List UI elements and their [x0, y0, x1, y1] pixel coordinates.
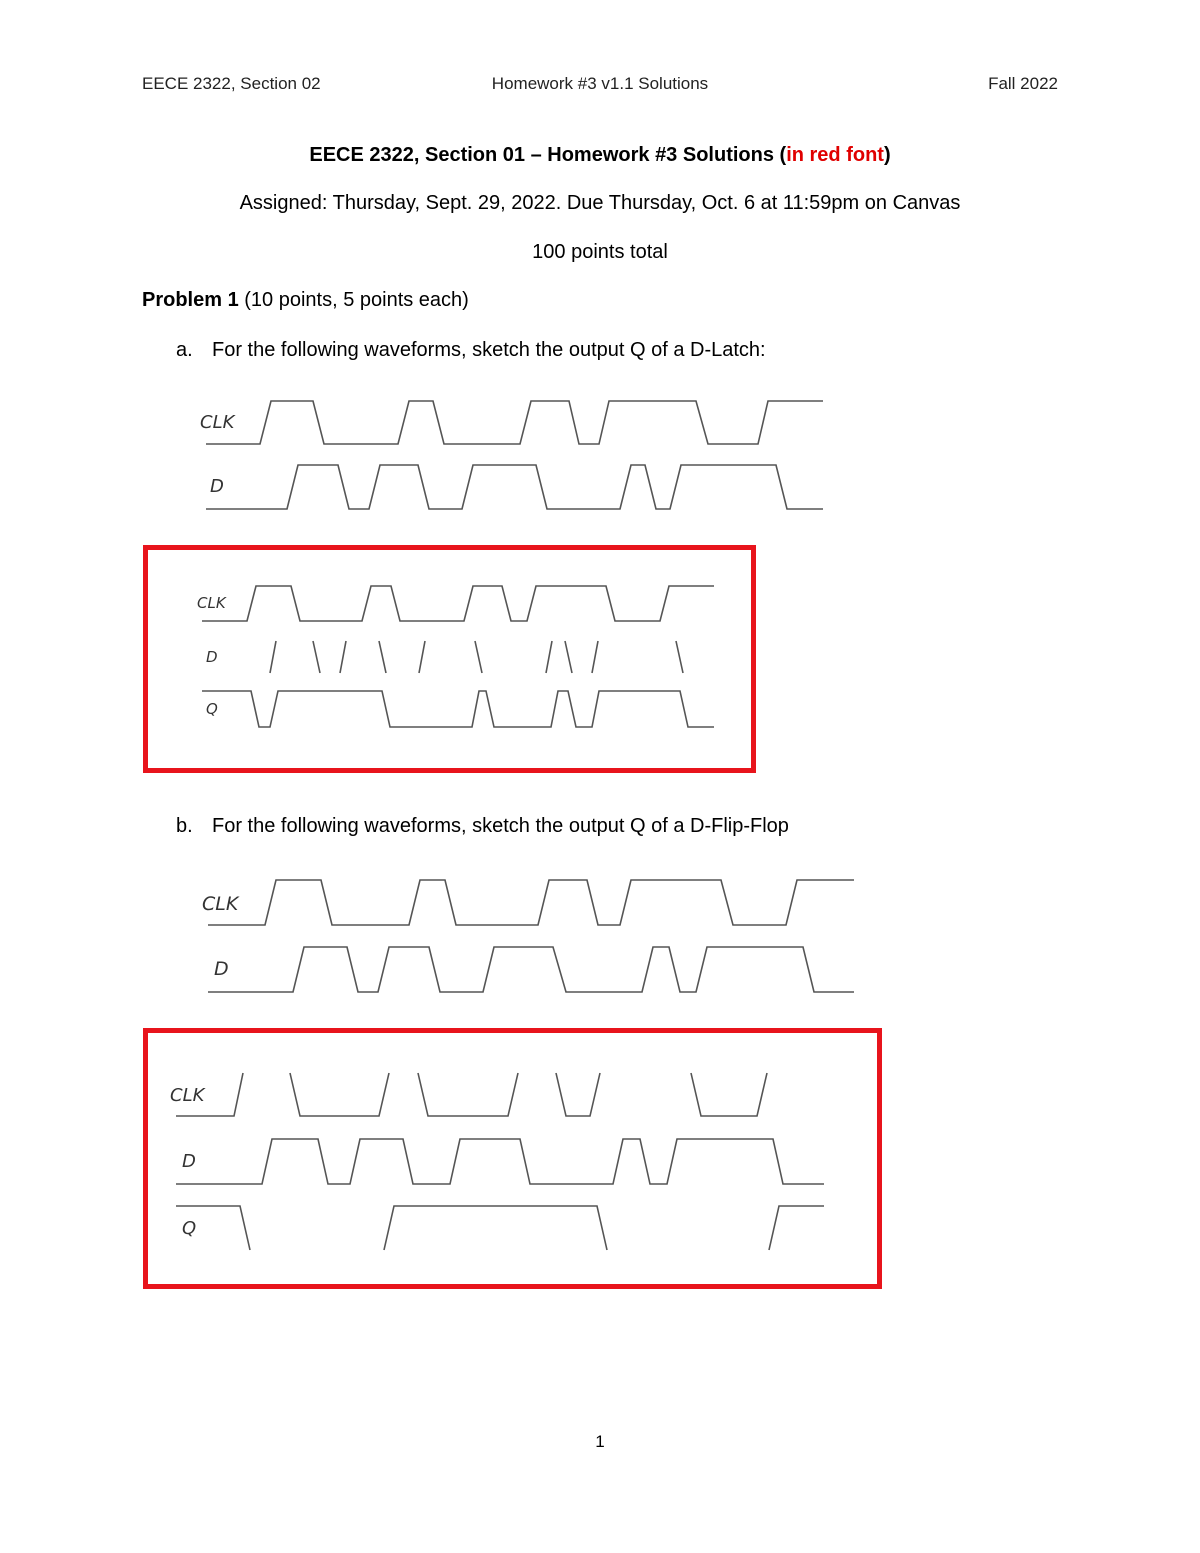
part-b-sol-q-label: Q — [182, 1218, 197, 1239]
part-a-clk-label: CLK — [200, 412, 235, 433]
part-b-sol-clk-low-4 — [691, 1073, 767, 1116]
part-b-letter: b. — [176, 815, 193, 837]
part-b-sol-clk-label: CLK — [170, 1085, 205, 1106]
part-a-sol-q-label: Q — [206, 700, 218, 718]
part-b-text: For the following waveforms, sketch the output Q of a D-Flip-Flop — [212, 815, 789, 837]
title-close: ) — [883, 144, 891, 166]
page-number: 1 — [595, 1432, 605, 1451]
header-course: EECE 2322, Section 02 — [142, 74, 321, 93]
part-b-sol-d-label: D — [182, 1151, 196, 1172]
part-a-d-waveform — [206, 465, 823, 509]
header-term: Fall 2022 — [988, 74, 1058, 93]
part-b-sol-q-high — [384, 1206, 607, 1250]
part-a-d-label: D — [210, 476, 224, 497]
part-a-sol-q-waveform — [202, 691, 714, 727]
part-a-sol-clk-label: CLK — [197, 594, 226, 612]
part-b-sol-clk-low-3 — [556, 1073, 600, 1116]
part-b-clk-label: CLK — [202, 893, 239, 915]
title-main: EECE 2322, Section 01 – Homework #3 Solutions ( — [309, 144, 787, 166]
header-document-title: Homework #3 v1.1 Solutions — [491, 74, 709, 93]
assignment-dates: Assigned: Thursday, Sept. 29, 2022. Due Thursday, Oct. 6 at 11:59pm on Canvas — [239, 192, 961, 214]
part-b-sol-clk-low-2 — [418, 1073, 518, 1116]
part-b-sol-d-waveform — [176, 1139, 824, 1184]
part-b-sol-clk-low-1 — [290, 1073, 389, 1116]
points-total: 100 points total — [532, 241, 668, 263]
part-a-sol-d-edges — [270, 641, 683, 673]
part-b-d-label: D — [214, 958, 229, 980]
problem-detail: (10 points, 5 points each) — [238, 289, 469, 311]
part-a-letter: a. — [176, 339, 193, 361]
part-a-sol-clk-waveform — [202, 586, 714, 621]
part-b-sol-q-end — [769, 1206, 824, 1250]
title-red-note: in red font — [786, 144, 884, 166]
part-b-d-waveform — [208, 947, 854, 992]
part-a-text: For the following waveforms, sketch the output Q of a D-Latch: — [212, 339, 766, 361]
part-a-sol-d-label: D — [206, 648, 218, 666]
part-b-clk-waveform — [208, 880, 854, 925]
problem-label: Problem 1 — [142, 289, 239, 311]
part-a-clk-waveform — [206, 401, 823, 444]
